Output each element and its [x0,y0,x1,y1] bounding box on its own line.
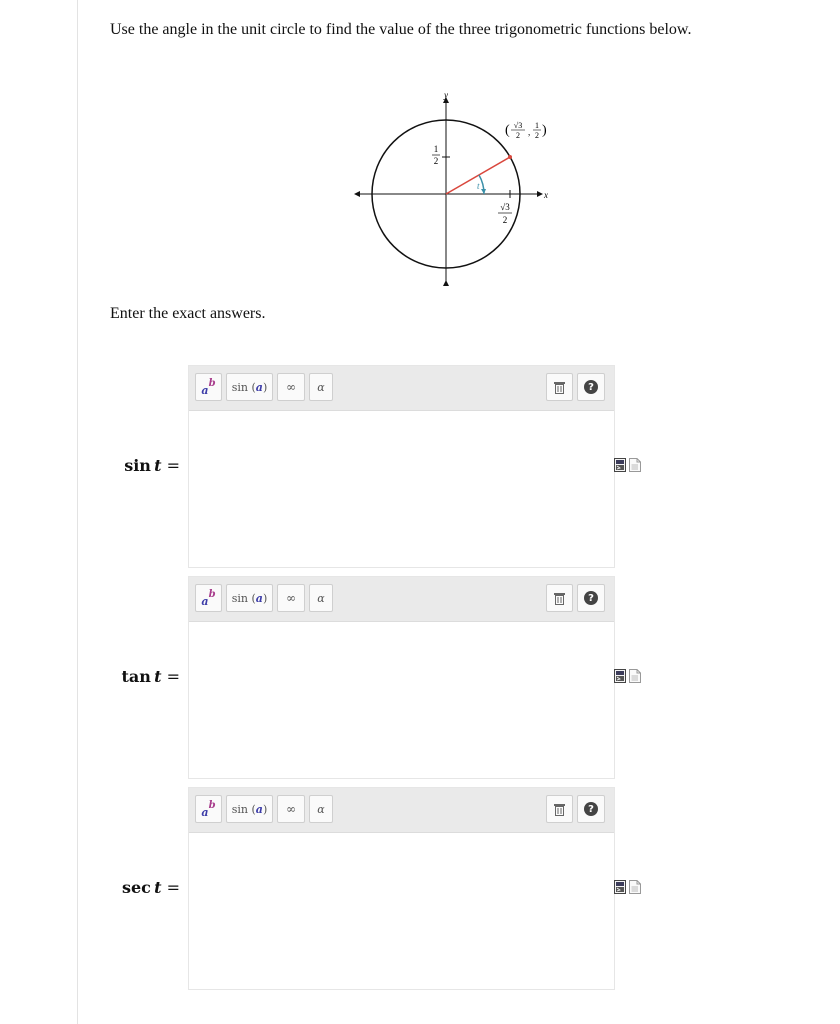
function-variable: t [154,878,162,897]
function-name: sin [124,456,151,475]
unit-circle-svg [350,86,560,296]
x-tick-num: √3 [500,202,510,212]
help-button[interactable] [577,373,605,401]
equals-sign: = [166,456,180,475]
greek-letter-button[interactable]: α [309,373,333,401]
pow-base: a [201,383,209,397]
help-button[interactable] [577,795,605,823]
equals-sign: = [166,878,180,897]
side-icons [614,458,641,472]
greek-letter-button[interactable]: α [309,584,333,612]
sin-prefix: sin ( [231,380,256,394]
editor-toolbar [189,788,614,833]
pow-base: a [201,594,209,608]
point-open-paren: ( [505,123,510,138]
trash-button[interactable] [546,584,573,612]
function-label [122,667,180,686]
trash-icon [553,592,566,605]
answer-input[interactable] [189,622,614,778]
y-axis-label: y [444,90,448,100]
infinity-button[interactable]: ∞ [277,795,305,823]
point-y-den: 2 [535,131,539,140]
document-icon[interactable] [629,458,641,472]
answer-input[interactable] [189,411,614,567]
preview-icon[interactable] [614,880,626,894]
function-name: sec [121,878,151,897]
unit-circle-figure [350,86,560,301]
document-icon[interactable] [629,669,641,683]
editor-toolbar [189,577,614,622]
function-label [124,456,180,475]
point-x-num: √3 [513,121,523,130]
answer-row-sin [0,365,840,568]
function-name: tan [121,667,151,686]
pow-exp: b [208,799,216,811]
sin-prefix: sin ( [231,802,256,816]
sin-suffix: ) [262,380,268,394]
preview-icon[interactable] [614,669,626,683]
exponent-button[interactable] [195,795,222,823]
function-variable: t [154,667,162,686]
infinity-button[interactable]: ∞ [277,584,305,612]
help-button[interactable] [577,584,605,612]
y-tick-den: 2 [433,156,439,166]
document-icon[interactable] [629,880,641,894]
editor-toolbar [189,366,614,411]
trash-icon [553,803,566,816]
preview-icon[interactable] [614,458,626,472]
sin-prefix: sin ( [231,591,256,605]
function-button[interactable] [226,795,273,823]
point-marker [508,155,512,159]
function-button[interactable] [226,584,273,612]
point-y-num: 1 [535,121,539,130]
help-icon: ? [584,591,598,605]
help-icon: ? [584,802,598,816]
trash-button[interactable] [546,373,573,401]
side-icons [614,880,641,894]
answer-input[interactable] [189,833,614,989]
function-button[interactable] [226,373,273,401]
pow-exp: b [208,377,216,389]
sin-arg: a [255,591,263,605]
instruction-text: Enter the exact answers. [110,305,266,322]
point-close-paren: ) [542,123,547,138]
svg-text:,: , [528,127,531,137]
function-label [122,878,180,897]
angle-label: t [477,181,480,191]
math-editor [188,365,615,568]
question-text: Use the angle in the unit circle to find the value of the three trigonometric functions below. [110,21,692,38]
function-variable: t [154,456,162,475]
sin-arg: a [255,380,263,394]
x-axis-label: x [544,190,548,200]
sin-suffix: ) [262,802,268,816]
answer-row-sec [0,787,840,990]
help-icon: ? [584,380,598,394]
x-tick-den: 2 [502,215,508,225]
math-editor [188,787,615,990]
pow-exp: b [208,588,216,600]
math-editor [188,576,615,779]
exponent-button[interactable] [195,584,222,612]
sin-arg: a [255,802,263,816]
exponent-button[interactable] [195,373,222,401]
point-x-den: 2 [516,131,520,140]
y-tick-num: 1 [433,144,439,154]
infinity-button[interactable]: ∞ [277,373,305,401]
greek-letter-button[interactable]: α [309,795,333,823]
trash-icon [553,381,566,394]
equals-sign: = [166,667,180,686]
trash-button[interactable] [546,795,573,823]
side-icons [614,669,641,683]
sin-suffix: ) [262,591,268,605]
answer-row-tan [0,576,840,779]
pow-base: a [201,805,209,819]
